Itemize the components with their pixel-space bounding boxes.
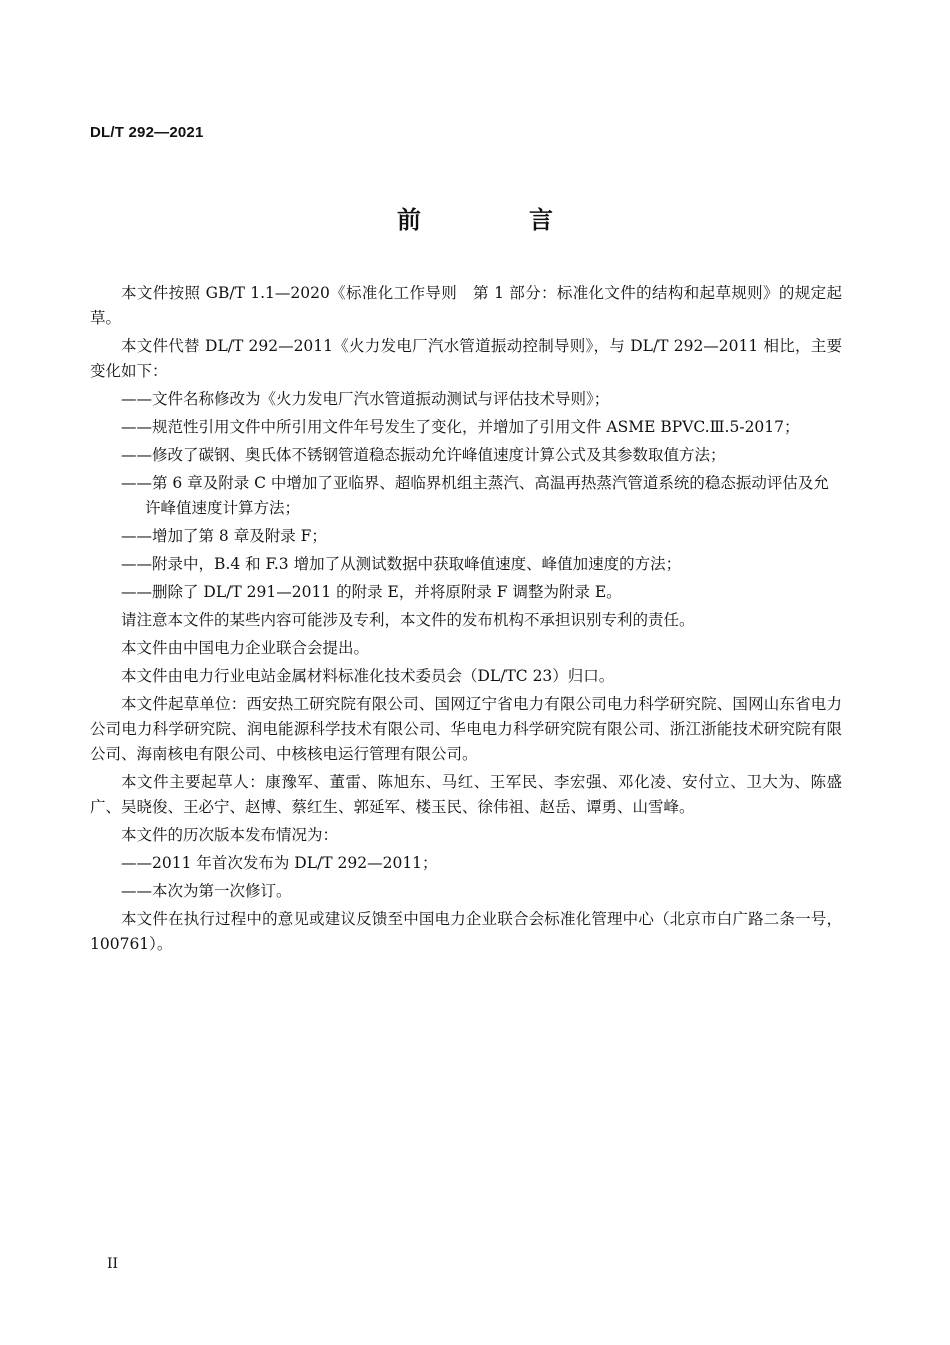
list-item: ——增加了第 8 章及附录 F； bbox=[121, 527, 327, 545]
list-item: ——附录中，B.4 和 F.3 增加了从测试数据中获取峰值速度、峰值加速度的方法； bbox=[121, 555, 682, 573]
list-item: ——删除了 DL/T 291—2011 的附录 E，并将原附录 F 调整为附录 E。 bbox=[121, 583, 622, 601]
list-item: ——规范性引用文件中所引用文件年号发生了变化，并增加了引用文件 ASME BPVC.Ⅲ.5-2017； bbox=[121, 418, 800, 436]
list-item: ——第 6 章及附录 C 中增加了亚临界、超临界机组主蒸汽、高温再热蒸汽管道系统的稳态振动评估及允许峰值速度计算方法； bbox=[121, 474, 829, 517]
list-item: ——修改了碳钢、奥氏体不锈钢管道稳态振动允许峰值速度计算公式及其参数取值方法； bbox=[121, 446, 726, 464]
paragraph-history-intro: 本文件的历次版本发布情况为： bbox=[121, 826, 339, 844]
page-title: 前 言 bbox=[397, 205, 595, 234]
history-list bbox=[90, 851, 842, 904]
paragraph-replacement: 本文件代替 DL/T 292—2011《火力发电厂汽水管道振动控制导则》，与 DL/T 292—2011 相比，主要变化如下： bbox=[90, 337, 842, 380]
paragraph-patent-notice: 请注意本文件的某些内容可能涉及专利，本文件的发布机构不承担识别专利的责任。 bbox=[121, 611, 695, 629]
paragraph-drafting-basis: 本文件按照 GB/T 1.1—2020《标准化工作导则 第 1 部分：标准化文件的结构和起草规则》的规定起草。 bbox=[90, 284, 842, 327]
list-item: ——文件名称修改为《火力发电厂汽水管道振动测试与评估技术导则》； bbox=[121, 390, 610, 408]
list-item: ——2011 年首次发布为 DL/T 292—2011； bbox=[121, 854, 438, 872]
paragraph-drafters: 本文件主要起草人：康豫军、董雷、陈旭东、马红、王军民、李宏强、邓化凌、安付立、卫大为、陈盛广、吴晓俊、王必宁、赵博、蔡红生、郭延军、楼玉民、徐伟祖、赵岳、谭勇、山雪峰。 bbox=[90, 773, 842, 816]
paragraph-feedback: 本文件在执行过程中的意见或建议反馈至中国电力企业联合会标准化管理中心（北京市白广路二条一号，100761）。 bbox=[90, 910, 842, 953]
paragraph-drafting-units: 本文件起草单位：西安热工研究院有限公司、国网辽宁省电力有限公司电力科学研究院、国网山东省电力公司电力科学研究院、润电能源科学技术有限公司、华电电力科学研究院有限公司、浙江浙能技术研究院有限公司、海南核电有限公司、中核核电运行管理有限公司。 bbox=[90, 695, 842, 763]
list-item: ——本次为第一次修订。 bbox=[121, 882, 292, 900]
standard-code: DL/T 292—2021 bbox=[90, 124, 204, 141]
paragraph-proposer: 本文件由中国电力企业联合会提出。 bbox=[121, 639, 370, 657]
page-number: II bbox=[107, 1256, 119, 1272]
paragraph-committee: 本文件由电力行业电站金属材料标准化技术委员会（DL/TC 23）归口。 bbox=[121, 667, 615, 685]
foreword-body bbox=[90, 281, 842, 960]
changes-list bbox=[90, 387, 842, 605]
